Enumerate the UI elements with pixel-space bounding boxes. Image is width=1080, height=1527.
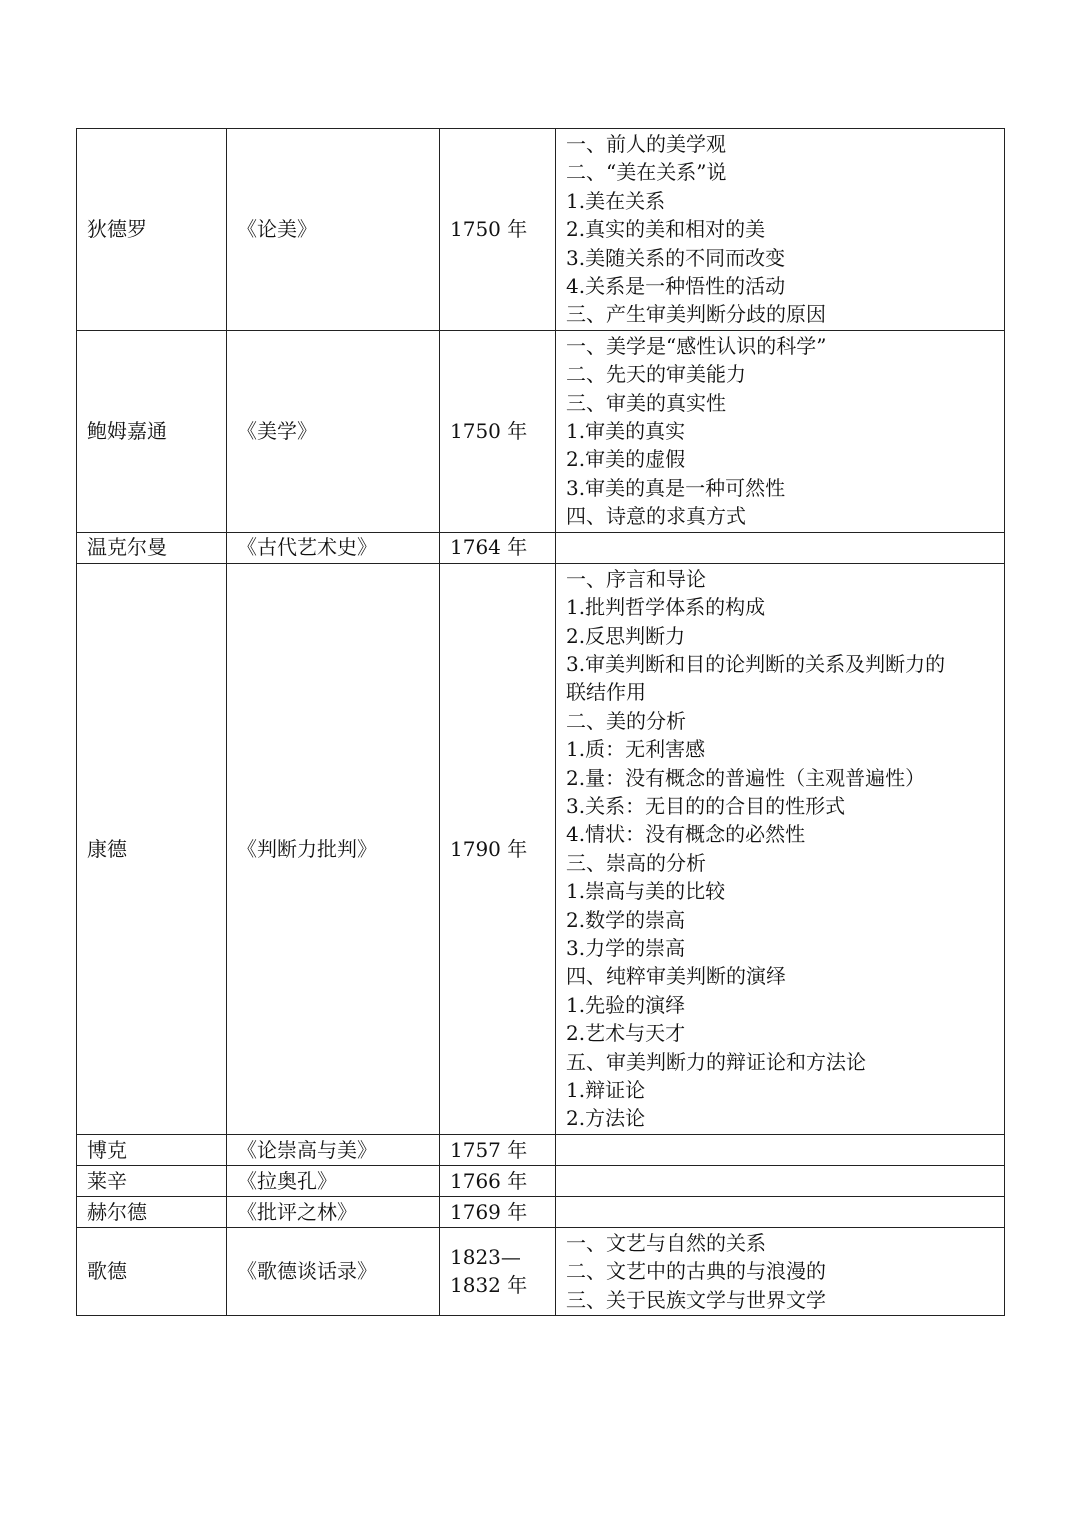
outline-line: 1.质：无利害感: [566, 737, 706, 762]
content-outline-cell: [556, 532, 1005, 563]
year-text: 1750 年: [450, 217, 528, 242]
outline-line: 3.关系：无目的的合目的性形式: [566, 793, 846, 818]
outline-line: 3.审美的真是一种可然性: [566, 475, 786, 500]
table-row: [77, 1196, 1005, 1227]
work-title-cell: 《古代艺术史》: [227, 532, 440, 563]
outline-line: 三、崇高的分析: [566, 850, 706, 875]
content-outline-cell: [556, 1165, 1005, 1196]
outline-line: 二、文艺中的古典的与浪漫的: [566, 1259, 826, 1284]
work-title-cell: 《论崇高与美》: [227, 1134, 440, 1165]
author-cell: 赫尔德: [77, 1196, 227, 1227]
year-text: 1823— 1832 年: [450, 1245, 528, 1298]
outline-line: 一、前人的美学观: [566, 132, 726, 156]
year-text: 1764 年: [450, 535, 528, 560]
outline-line: 1.批判哲学体系的构成: [566, 595, 766, 620]
work-title-cell: 《论美》: [227, 129, 440, 331]
year-cell: [440, 1227, 556, 1315]
year-text: 1750 年: [450, 419, 528, 444]
table-body: [77, 129, 1005, 1316]
outline-line: 3.美随关系的不同而改变: [566, 245, 786, 270]
content-outline-cell: [556, 1134, 1005, 1165]
outline-line: 2.真实的美和相对的美: [566, 217, 766, 242]
work-title-cell: 《歌德谈话录》: [227, 1227, 440, 1315]
outline-line: 2.审美的虚假: [566, 447, 686, 472]
work-title-cell: 《批评之林》: [227, 1196, 440, 1227]
outline-line: 3.审美判断和目的论判断的关系及判断力的: [566, 651, 946, 676]
work-title-cell: 《美学》: [227, 330, 440, 532]
work-title-cell: 《拉奥孔》: [227, 1165, 440, 1196]
outline-line: 1.审美的真实: [566, 419, 686, 444]
author-cell: 博克: [77, 1134, 227, 1165]
work-title-cell: 《判断力批判》: [227, 563, 440, 1134]
table-row: [77, 1134, 1005, 1165]
author-cell: 康德: [77, 563, 227, 1134]
outline-line: 1.先验的演绎: [566, 992, 686, 1017]
table-row: [77, 330, 1005, 532]
outline-line: 三、产生审美判断分歧的原因: [566, 302, 826, 327]
content-outline-cell: [556, 563, 1005, 1134]
outline-line: 2.反思判断力: [566, 623, 686, 648]
year-text: 1766 年: [450, 1168, 528, 1193]
table-row: [77, 129, 1005, 331]
year-cell: [440, 129, 556, 331]
year-cell: [440, 563, 556, 1134]
outline-line: 一、美学是“感性认识的科学”: [566, 333, 827, 358]
year-cell: [440, 330, 556, 532]
outline-line: 1.美在关系: [566, 188, 666, 213]
outline-line: 2.艺术与天才: [566, 1021, 686, 1046]
outline-line: 3.力学的崇高: [566, 935, 686, 960]
year-cell: [440, 532, 556, 563]
outline-line: 4.情状：没有概念的必然性: [566, 822, 806, 847]
year-text: 1790 年: [450, 836, 528, 861]
outline-line: 二、“美在关系”说: [566, 160, 727, 185]
table-row: [77, 563, 1005, 1134]
year-cell: [440, 1165, 556, 1196]
outline-line: 1.崇高与美的比较: [566, 879, 726, 904]
author-cell: 歌德: [77, 1227, 227, 1315]
author-cell: 莱辛: [77, 1165, 227, 1196]
outline-line: 三、审美的真实性: [566, 390, 726, 415]
aesthetics-works-table: [76, 128, 1005, 1316]
author-cell: 狄德罗: [77, 129, 227, 331]
outline-line: 联结作用: [566, 680, 646, 705]
content-outline-cell: [556, 1196, 1005, 1227]
outline-line: 二、美的分析: [566, 708, 686, 733]
content-outline-cell: [556, 330, 1005, 532]
year-cell: [440, 1134, 556, 1165]
table-row: [77, 532, 1005, 563]
outline-line: 三、关于民族文学与世界文学: [566, 1287, 826, 1312]
year-cell: [440, 1196, 556, 1227]
outline-line: 四、诗意的求真方式: [566, 504, 746, 529]
outline-line: 2.数学的崇高: [566, 907, 686, 932]
outline-line: 一、序言和导论: [566, 566, 706, 591]
content-outline-cell: [556, 1227, 1005, 1315]
outline-line: 四、纯粹审美判断的演绎: [566, 964, 786, 989]
table-row: [77, 1165, 1005, 1196]
year-text: 1757 年: [450, 1137, 528, 1162]
outline-line: 一、文艺与自然的关系: [566, 1230, 766, 1255]
outline-line: 2.量：没有概念的普遍性（主观普遍性）: [566, 765, 926, 790]
year-text: 1769 年: [450, 1199, 528, 1224]
author-cell: 鲍姆嘉通: [77, 330, 227, 532]
outline-line: 五、审美判断力的辩证论和方法论: [566, 1049, 866, 1074]
content-outline-cell: [556, 129, 1005, 331]
outline-line: 2.方法论: [566, 1106, 646, 1131]
table-row: [77, 1227, 1005, 1315]
outline-line: 1.辩证论: [566, 1078, 646, 1102]
outline-line: 二、先天的审美能力: [566, 362, 746, 387]
author-cell: 温克尔曼: [77, 532, 227, 563]
outline-line: 4.关系是一种悟性的活动: [566, 274, 786, 299]
